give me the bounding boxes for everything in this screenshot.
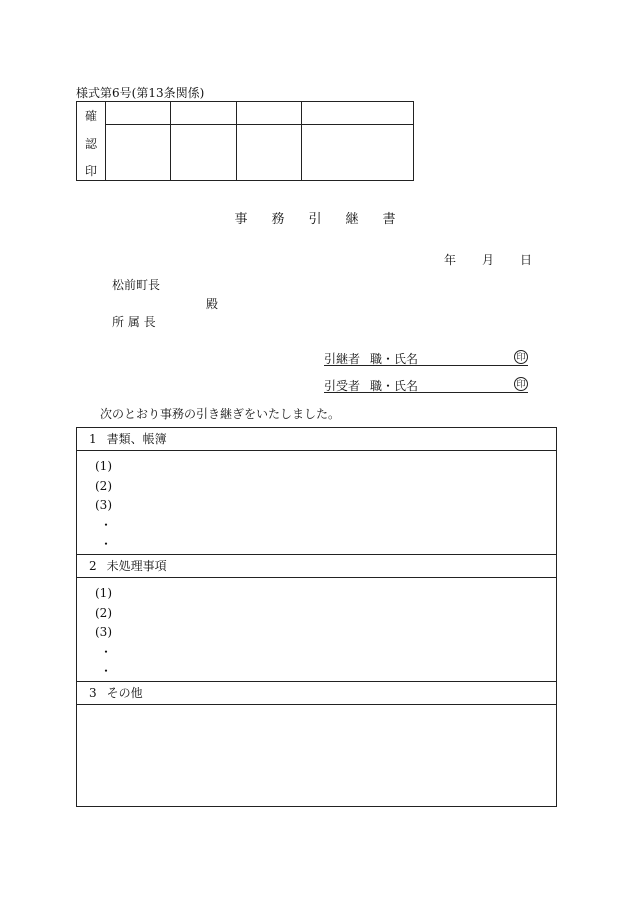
section-number: 1 — [89, 432, 97, 446]
title-char: 務 — [271, 212, 285, 227]
addressee-dept-head: 所 属 長 — [112, 315, 156, 329]
section-documents — [76, 427, 557, 555]
list-item: (1) — [95, 459, 112, 473]
section-pending-matters — [76, 554, 557, 682]
seal-icon: 印 — [514, 350, 528, 364]
section-title: その他 — [106, 686, 143, 700]
signature-field: 職・氏名 — [370, 379, 419, 393]
list-item: (2) — [95, 605, 112, 620]
section-title: 書類、帳簿 — [106, 432, 167, 446]
addressee-honorific: 殿 — [206, 297, 219, 311]
title-char: 事 — [234, 212, 248, 227]
section-other — [76, 681, 557, 807]
stamp-label-char: 認 — [84, 137, 97, 151]
section-header — [77, 428, 556, 451]
date-month: 月 — [482, 253, 495, 267]
date-day: 日 — [520, 253, 533, 267]
list-item: ・ — [100, 664, 113, 678]
intro-text: 次のとおり事務の引き継ぎをいたしました。 — [100, 407, 341, 421]
date-line — [418, 251, 532, 268]
document-title — [0, 208, 630, 227]
list-item: ・ — [100, 644, 113, 659]
signature-line-transferor — [324, 350, 528, 366]
section-number: 2 — [89, 559, 97, 573]
section-header — [77, 682, 556, 705]
form-number-label: 様式第6号(第13条関係) — [76, 86, 205, 100]
list-item: (1) — [95, 586, 112, 600]
signature-field: 職・氏名 — [370, 352, 419, 366]
list-item: (3) — [95, 498, 112, 512]
title-char: 引 — [308, 212, 322, 227]
addressee-mayor: 松前町長 — [112, 278, 161, 292]
seal-icon: 印 — [514, 377, 528, 391]
signature-line-transferee — [324, 377, 528, 393]
signature-role: 引継者 — [324, 352, 361, 366]
section-items — [77, 451, 556, 555]
date-year: 年 — [444, 253, 457, 267]
section-header — [77, 555, 556, 578]
list-item: ・ — [100, 517, 113, 532]
stamp-label-char: 印 — [84, 164, 97, 178]
title-char: 継 — [345, 212, 359, 227]
section-number: 3 — [89, 686, 97, 700]
list-item: (3) — [95, 625, 112, 639]
section-items — [77, 578, 556, 682]
title-char: 書 — [382, 212, 396, 227]
section-title: 未処理事項 — [106, 559, 167, 573]
signature-role: 引受者 — [324, 379, 361, 393]
approval-stamp-grid — [76, 101, 414, 181]
list-item: ・ — [100, 537, 113, 551]
list-item: (2) — [95, 478, 112, 493]
stamp-label-char: 確 — [84, 109, 97, 123]
